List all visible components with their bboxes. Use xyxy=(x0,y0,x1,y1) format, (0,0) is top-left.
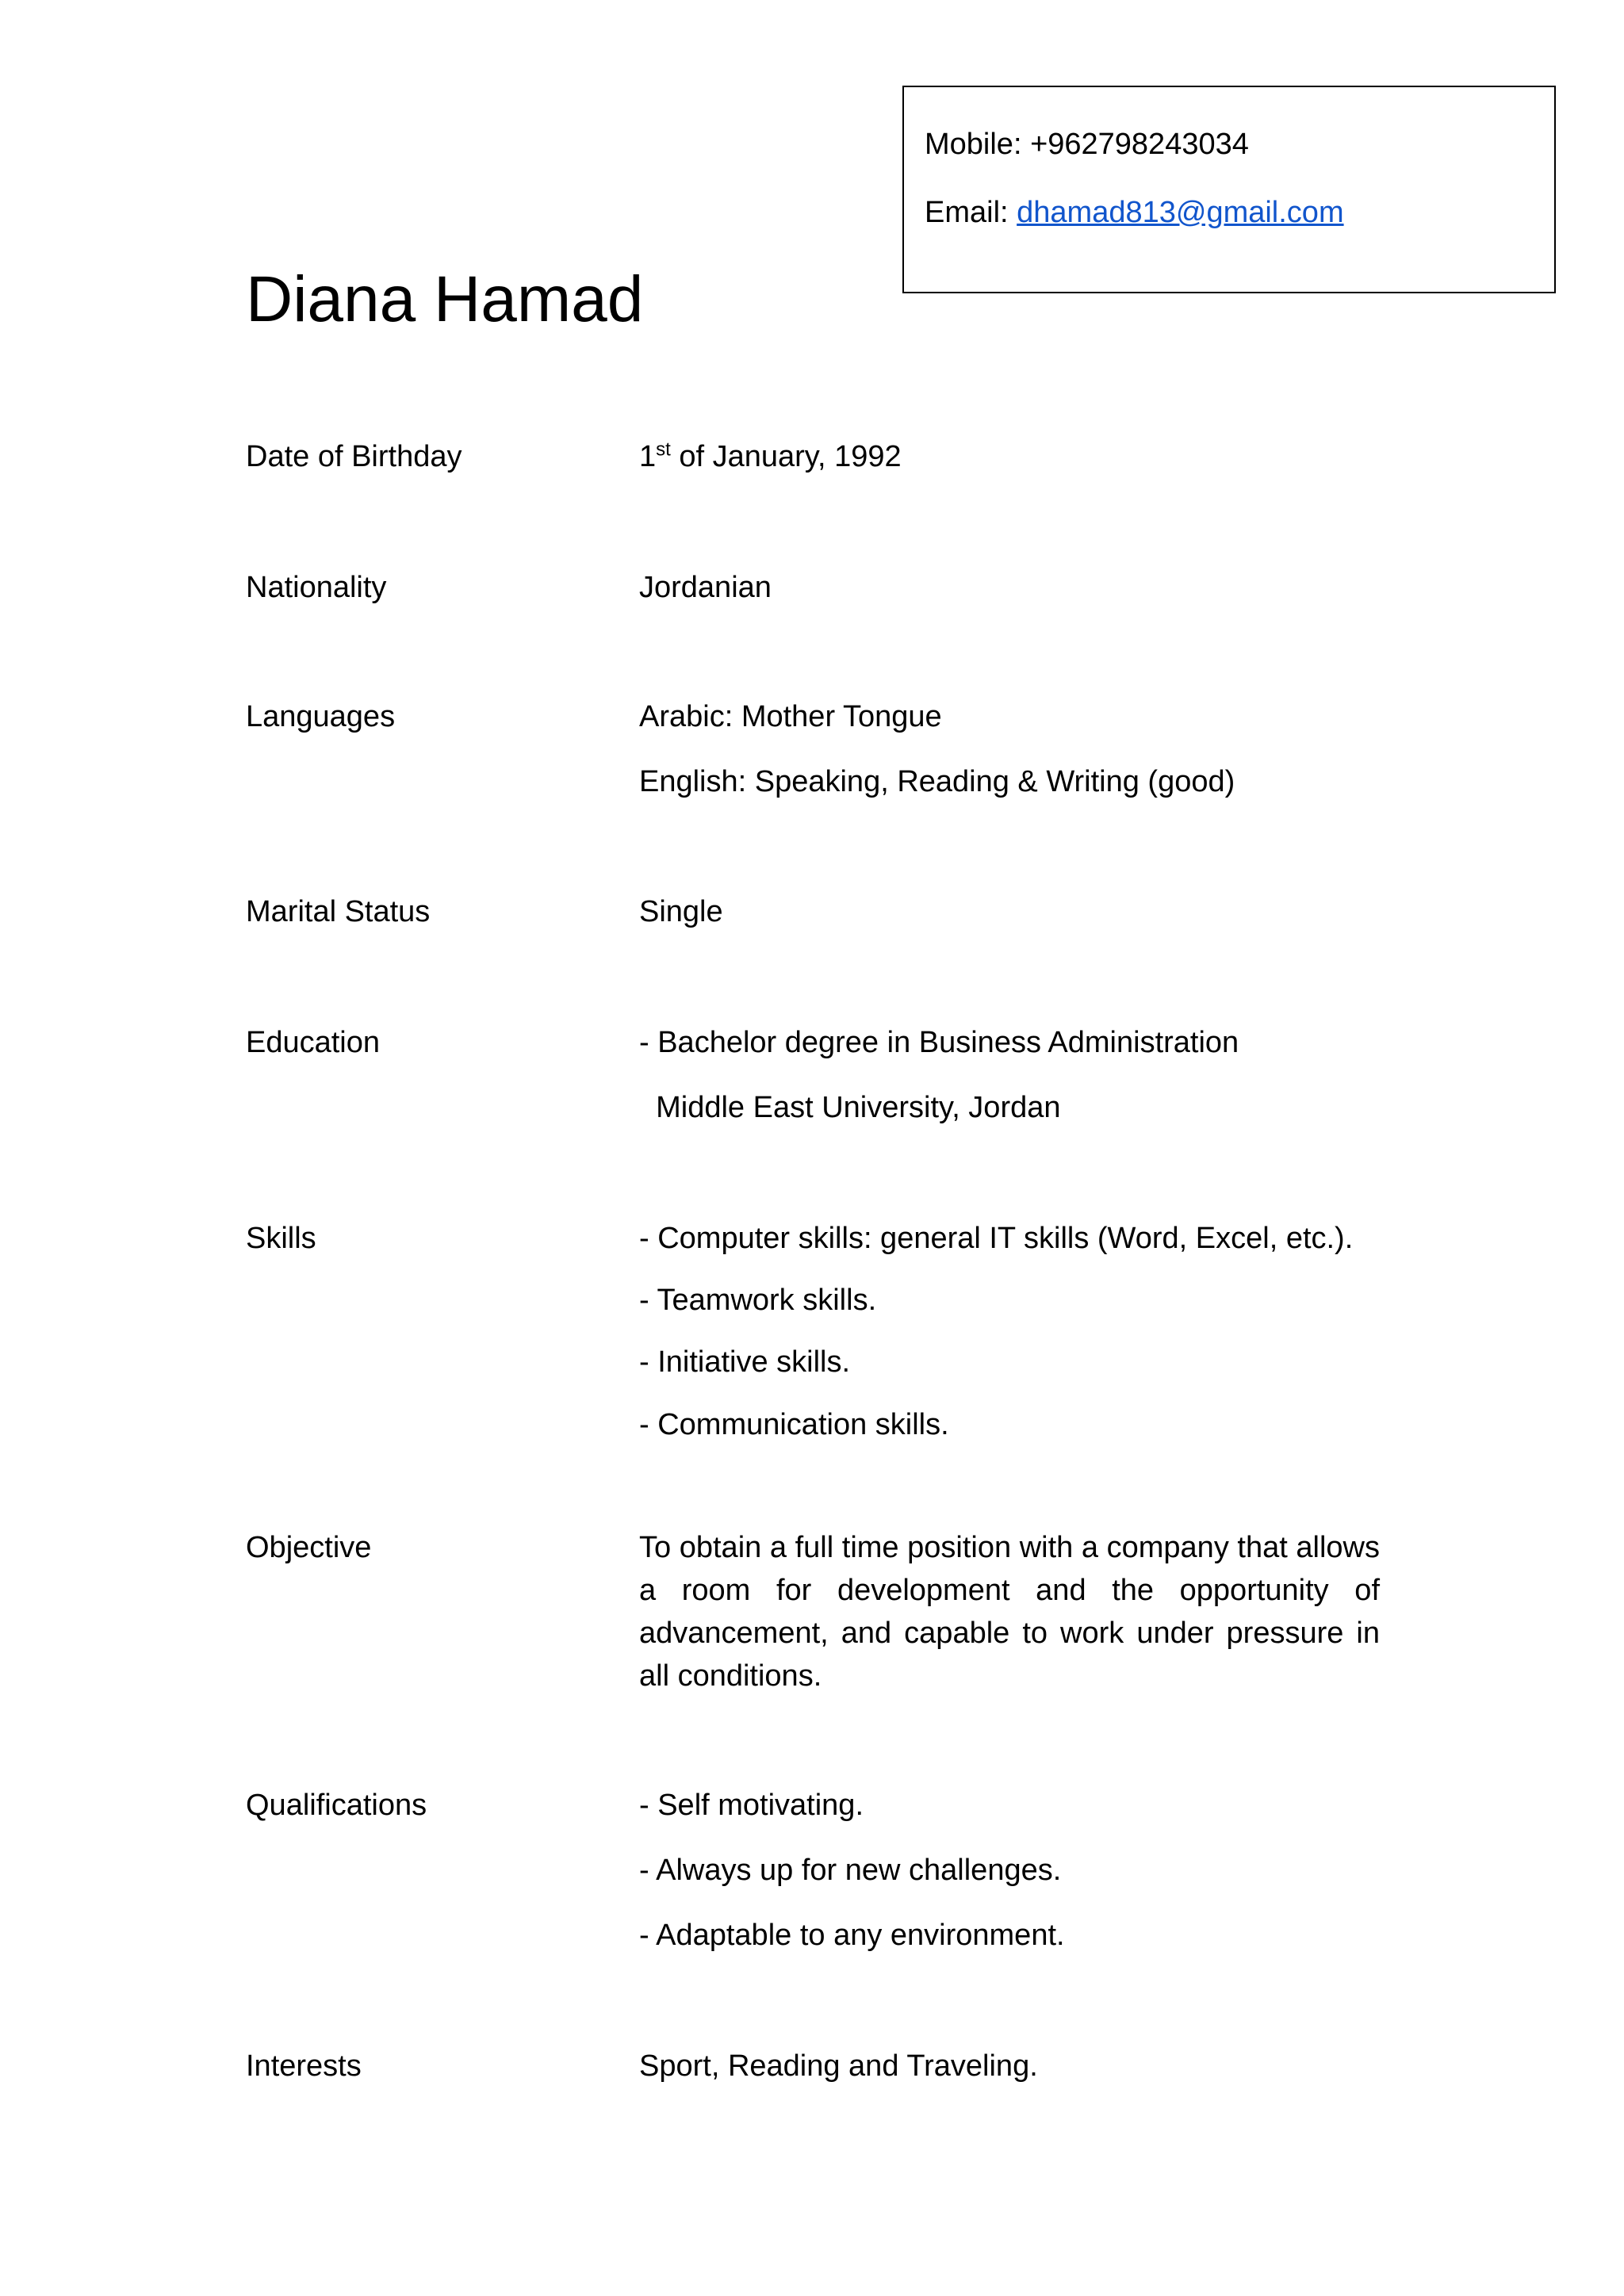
skill-item: - Communication skills. xyxy=(639,1408,949,1441)
email-label: Email: xyxy=(925,196,1017,229)
mobile-label: Mobile: xyxy=(925,128,1031,161)
candidate-name: Diana Hamad xyxy=(246,263,644,335)
label-birthday: Date of Birthday xyxy=(246,440,462,473)
language-line: English: Speaking, Reading & Writing (good) xyxy=(639,765,1235,798)
qualification-item: - Always up for new challenges. xyxy=(639,1854,1062,1887)
skill-item: - Initiative skills. xyxy=(639,1345,851,1379)
value-birthday xyxy=(639,438,902,475)
value-interests: Sport, Reading and Traveling. xyxy=(639,2049,1038,2083)
label-interests: Interests xyxy=(246,2049,362,2083)
skill-item: - Computer skills: general IT skills (Word, Excel, etc.). xyxy=(639,1222,1354,1255)
email-link[interactable]: dhamad813@gmail.com xyxy=(1017,196,1344,229)
label-qualifications: Qualifications xyxy=(246,1789,427,1822)
contact-box xyxy=(902,86,1556,293)
label-nationality: Nationality xyxy=(246,571,387,604)
label-marital-status: Marital Status xyxy=(246,895,431,928)
birthday-ordinal: st xyxy=(656,438,671,461)
email-line xyxy=(925,195,1344,230)
label-objective: Objective xyxy=(246,1531,372,1564)
skill-item: - Teamwork skills. xyxy=(639,1284,877,1317)
qualification-item: - Adaptable to any environment. xyxy=(639,1919,1065,1952)
birthday-rest: of January, 1992 xyxy=(670,440,902,473)
birthday-day: 1 xyxy=(639,440,657,473)
mobile-line xyxy=(925,127,1249,162)
value-marital-status: Single xyxy=(639,895,723,928)
language-line: Arabic: Mother Tongue xyxy=(639,700,942,733)
value-nationality: Jordanian xyxy=(639,571,772,604)
education-line: Middle East University, Jordan xyxy=(639,1091,1061,1124)
label-education: Education xyxy=(246,1026,381,1059)
qualification-item: - Self motivating. xyxy=(639,1789,864,1822)
label-languages: Languages xyxy=(246,700,396,733)
label-skills: Skills xyxy=(246,1222,316,1255)
mobile-value: +962798243034 xyxy=(1030,128,1249,161)
education-line: - Bachelor degree in Business Administration xyxy=(639,1026,1239,1059)
objective-text: To obtain a full time position with a company that allows a room for development and the opportunity of advancement, and capable to work under pressure in all conditions. xyxy=(639,1531,1380,1693)
